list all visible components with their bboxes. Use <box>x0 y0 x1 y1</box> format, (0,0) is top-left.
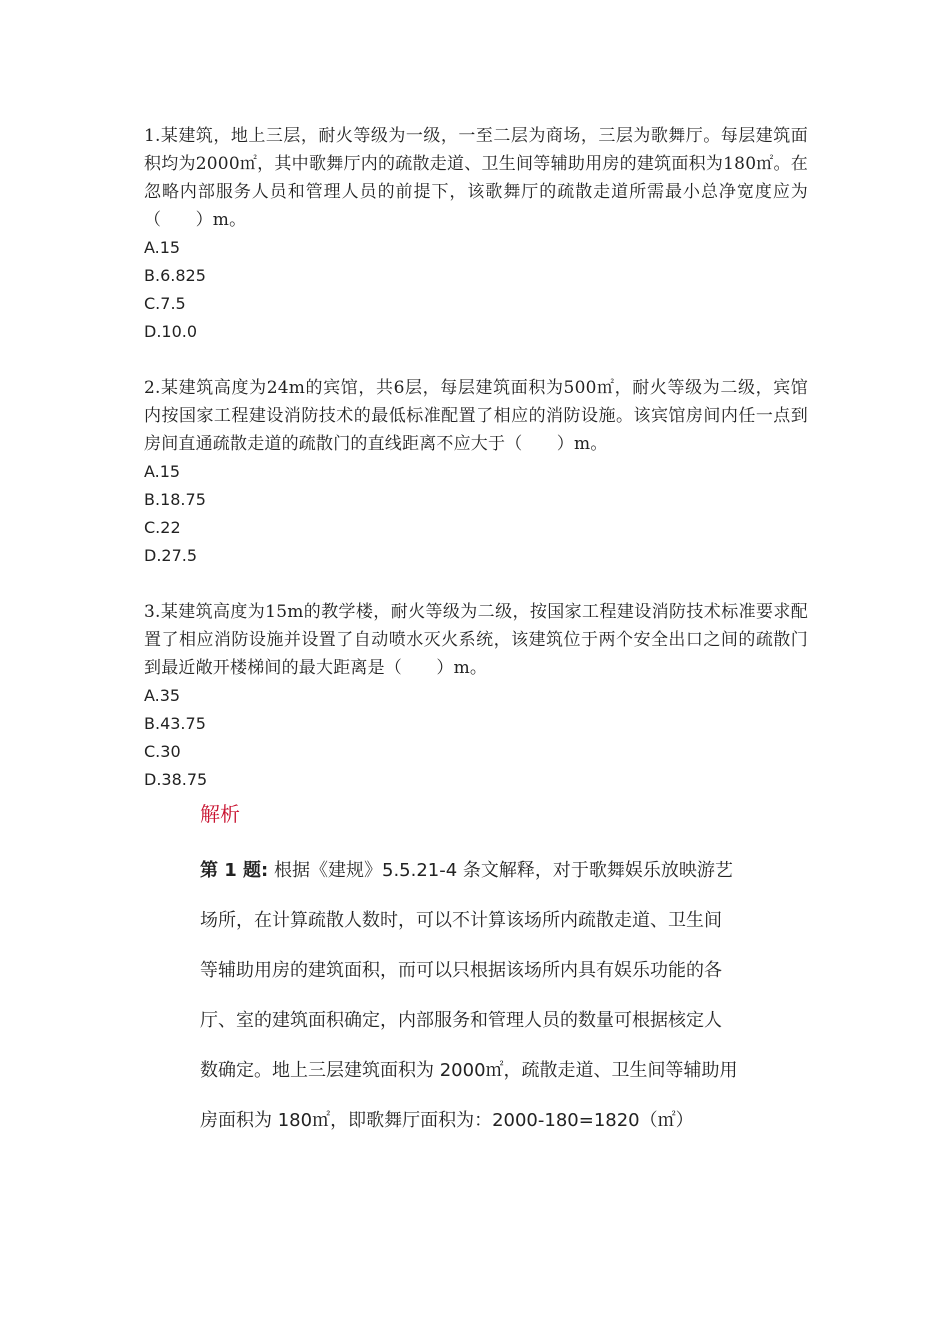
option-a: A.15 <box>144 462 181 481</box>
option-list <box>144 682 808 794</box>
analysis-title: 解析 <box>200 802 240 826</box>
option-c: C.7.5 <box>144 294 186 313</box>
analysis-text: 根据《建规》5.5.21-4 条文解释，对于歌舞娱乐放映游艺 <box>268 860 733 881</box>
question-3 <box>144 598 808 794</box>
analysis-line: 数确定。地上三层建筑面积为 2000㎡，疏散走道、卫生间等辅助用 <box>200 1060 738 1081</box>
option-b: B.18.75 <box>144 490 206 509</box>
question-text: 3.某建筑高度为15m的教学楼，耐火等级为二级，按国家工程建设消防技术标准要求配置了相应消防设施并设置了自动喷水灭火系统，该建筑位于两个安全出口之间的疏散门到最近敞开楼梯间的最大距离是（ ）m。 <box>144 602 808 678</box>
option-list <box>144 234 808 346</box>
analysis-section <box>200 796 760 1146</box>
option-d: D.38.75 <box>144 770 208 789</box>
question-text: 2.某建筑高度为24m的宾馆，共6层，每层建筑面积为500㎡，耐火等级为二级，宾馆内按国家工程建设消防技术的最低标准配置了相应的消防设施。该宾馆房间内任一点到房间直通疏散走道的疏散门的直线距离不应大于（ ）m。 <box>144 378 808 454</box>
option-d: D.10.0 <box>144 322 198 341</box>
question-list <box>144 122 808 822</box>
option-c: C.22 <box>144 518 181 537</box>
analysis-line <box>200 846 752 896</box>
analysis-line: 厅、室的建筑面积确定，内部服务和管理人员的数量可根据核定人 <box>200 1010 722 1031</box>
analysis-line: 房面积为 180㎡，即歌舞厅面积为：2000-180=1820（㎡） <box>200 1110 694 1131</box>
analysis-body <box>200 846 752 1146</box>
option-c: C.30 <box>144 742 181 761</box>
option-a: A.35 <box>144 686 181 705</box>
analysis-label: 第 1 题: <box>200 860 269 881</box>
question-1 <box>144 122 808 346</box>
option-d: D.27.5 <box>144 546 198 565</box>
analysis-line: 等辅助用房的建筑面积，而可以只根据该场所内具有娱乐功能的各 <box>200 960 722 981</box>
question-text: 1.某建筑，地上三层，耐火等级为一级，一至二层为商场，三层为歌舞厅。每层建筑面积均为2000㎡，其中歌舞厅内的疏散走道、卫生间等辅助用房的建筑面积为180㎡。在忽略内部服务人员和管理人员的前提下，该歌舞厅的疏散走道所需最小总净宽度应为（ ）m。 <box>144 126 808 230</box>
analysis-line: 场所，在计算疏散人数时，可以不计算该场所内疏散走道、卫生间 <box>200 910 722 931</box>
option-b: B.6.825 <box>144 266 206 285</box>
option-a: A.15 <box>144 238 181 257</box>
option-b: B.43.75 <box>144 714 206 733</box>
question-2 <box>144 374 808 570</box>
option-list <box>144 458 808 570</box>
